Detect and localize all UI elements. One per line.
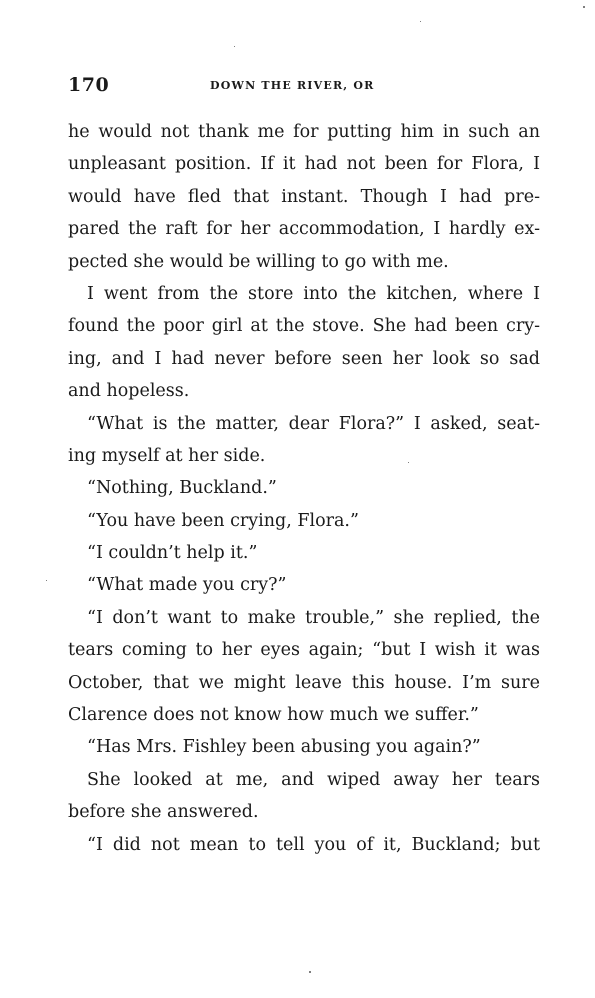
text-line: ing, and I had never before seen her look so sad	[68, 348, 540, 369]
text-line: “Nothing, Buckland.”	[87, 478, 277, 499]
text-line: “I did not mean to tell you of it, Buckland; but	[87, 834, 540, 855]
text-line: and hopeless.	[68, 381, 190, 402]
scan-speck	[309, 971, 311, 973]
text-line: Clarence does not know how much we suffer.”	[68, 705, 479, 726]
text-line: tears coming to her eyes again; “but I wish it was	[68, 640, 540, 661]
scan-speck	[46, 580, 47, 581]
text-line: I went from the store into the kitchen, where I	[87, 283, 540, 304]
text-line: pared the raft for her accommodation, I hardly ex-	[68, 219, 540, 240]
body-text	[68, 116, 540, 861]
text-line: “You have been crying, Flora.”	[87, 510, 359, 531]
text-line: “I couldn’t help it.”	[87, 543, 258, 564]
running-title: DOWN THE RIVER, OR	[210, 79, 375, 92]
scan-speck	[420, 21, 421, 22]
text-line: “Has Mrs. Fishley been abusing you again?”	[87, 737, 481, 758]
text-line: he would not thank me for putting him in such an	[68, 122, 540, 142]
text-line: “I don’t want to make trouble,” she replied, the	[87, 607, 540, 628]
text-line: “What made you cry?”	[87, 575, 287, 596]
text-line: unpleasant position. If it had not been for Flora, I	[68, 154, 540, 175]
text-line: pected she would be willing to go with me.	[68, 251, 449, 272]
text-line: “What is the matter, dear Flora?” I asked, seat-	[87, 413, 540, 434]
text-line: before she answered.	[68, 802, 259, 823]
page-number: 170	[68, 74, 110, 96]
text-line: October, that we might leave this house. I’m sure	[68, 672, 540, 693]
page-header	[68, 74, 538, 98]
scan-speck	[234, 46, 235, 47]
scan-speck	[583, 6, 585, 8]
scan-speck	[408, 462, 409, 463]
text-line: ing myself at her side.	[68, 445, 266, 466]
text-line: would have fled that instant. Though I had pre-	[68, 186, 540, 207]
text-line: found the poor girl at the stove. She had been cry-	[68, 316, 540, 337]
text-line: She looked at me, and wiped away her tears	[87, 769, 540, 790]
